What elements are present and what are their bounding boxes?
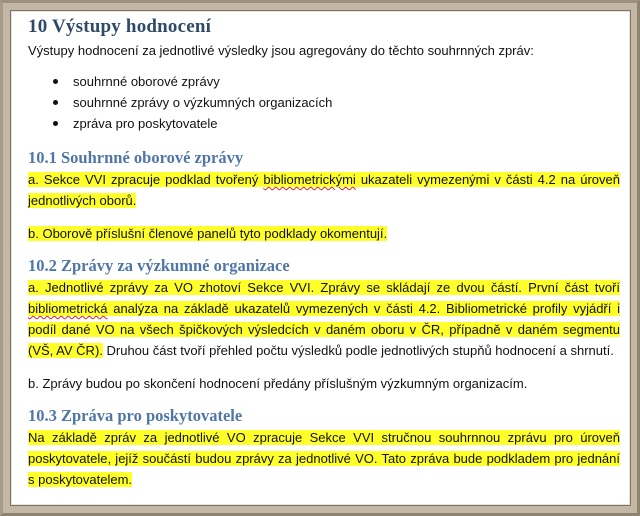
- highlighted-text: Na základě zpráv za jednotlivé VO zpracuje Sekce VVI stručnou souhrnnou zprávu pro úroveň poskytovatele, jejíž součástí budou zprávy za jednotlivé VO. Tato zpráva bude podkladem pro jednání s poskytovatelem.: [28, 430, 620, 487]
- document-page: [10, 10, 631, 506]
- list-item: souhrnné zprávy o výzkumných organizacích: [28, 92, 620, 113]
- intro-paragraph: Výstupy hodnocení za jednotlivé výsledky jsou agregovány do těchto souhrnných zpráv:: [28, 43, 534, 58]
- spellcheck-flagged-word: bibliometrická: [28, 301, 108, 316]
- highlighted-text: b. Oborově příslušní členové panelů tyto podklady okomentují.: [28, 226, 388, 241]
- list-item: zpráva pro poskytovatele: [28, 113, 620, 134]
- spellcheck-flagged-word: bibliometrickými: [263, 172, 356, 187]
- section-10-2-paragraph-a: a. Jednotlivé zprávy za VO zhotoví Sekce VVI. Zprávy se skládají ze dvou částí. První část tvoří bibliometrická analýza na základě ukazatelů vymezených v části 4.2. Bibliometrické profily vyjádří i podíl dané VO na všech špičkových výsledcích v daném oboru v ČR, případně v daném segmentu (VŠ, AV ČR). Druhou část tvoří přehled počtu výsledků podle jednotlivých stupňů hodnocení a shrnutí.: [28, 280, 620, 358]
- section-10-1-paragraph-a: [28, 169, 620, 211]
- section-10-1-paragraph-b: [28, 223, 620, 244]
- list-item: souhrnné oborové zprávy: [28, 71, 620, 92]
- bullet-icon: [53, 100, 58, 105]
- section-10-2-paragraph-b: b. Zprávy budou po skončení hodnocení předány příslušným výzkumným organizacím.: [28, 376, 528, 391]
- section-heading-10-1: 10.1 Souhrnné oborové zprávy: [28, 148, 244, 167]
- output-list: [28, 71, 620, 134]
- bullet-icon: [53, 79, 58, 84]
- document-content: [28, 11, 620, 490]
- bullet-icon: [53, 121, 58, 126]
- section-heading-10-2: 10.2 Zprávy za výzkumné organizace: [28, 256, 290, 275]
- section-10-3-paragraph: [28, 427, 620, 490]
- highlighted-text: a. Sekce VVI zpracuje podklad tvořený bibliometrickými ukazateli vymezenými v části 4.2 na úroveň jednotlivých oborů.: [28, 172, 620, 208]
- chapter-heading: 10 Výstupy hodnocení: [28, 16, 212, 37]
- highlighted-text: a. Jednotlivé zprávy za VO zhotoví Sekce VVI. Zprávy se skládají ze dvou částí. První část tvoří bibliometrická analýza na základě ukazatelů vymezených v části 4.2. Bibliometrické profily vyjádří i podíl dané VO na všech špičkových výsledcích v daném oboru v ČR, případně v daném segmentu (VŠ, AV ČR).: [28, 280, 620, 358]
- section-heading-10-3: 10.3 Zpráva pro poskytovatele: [28, 406, 243, 425]
